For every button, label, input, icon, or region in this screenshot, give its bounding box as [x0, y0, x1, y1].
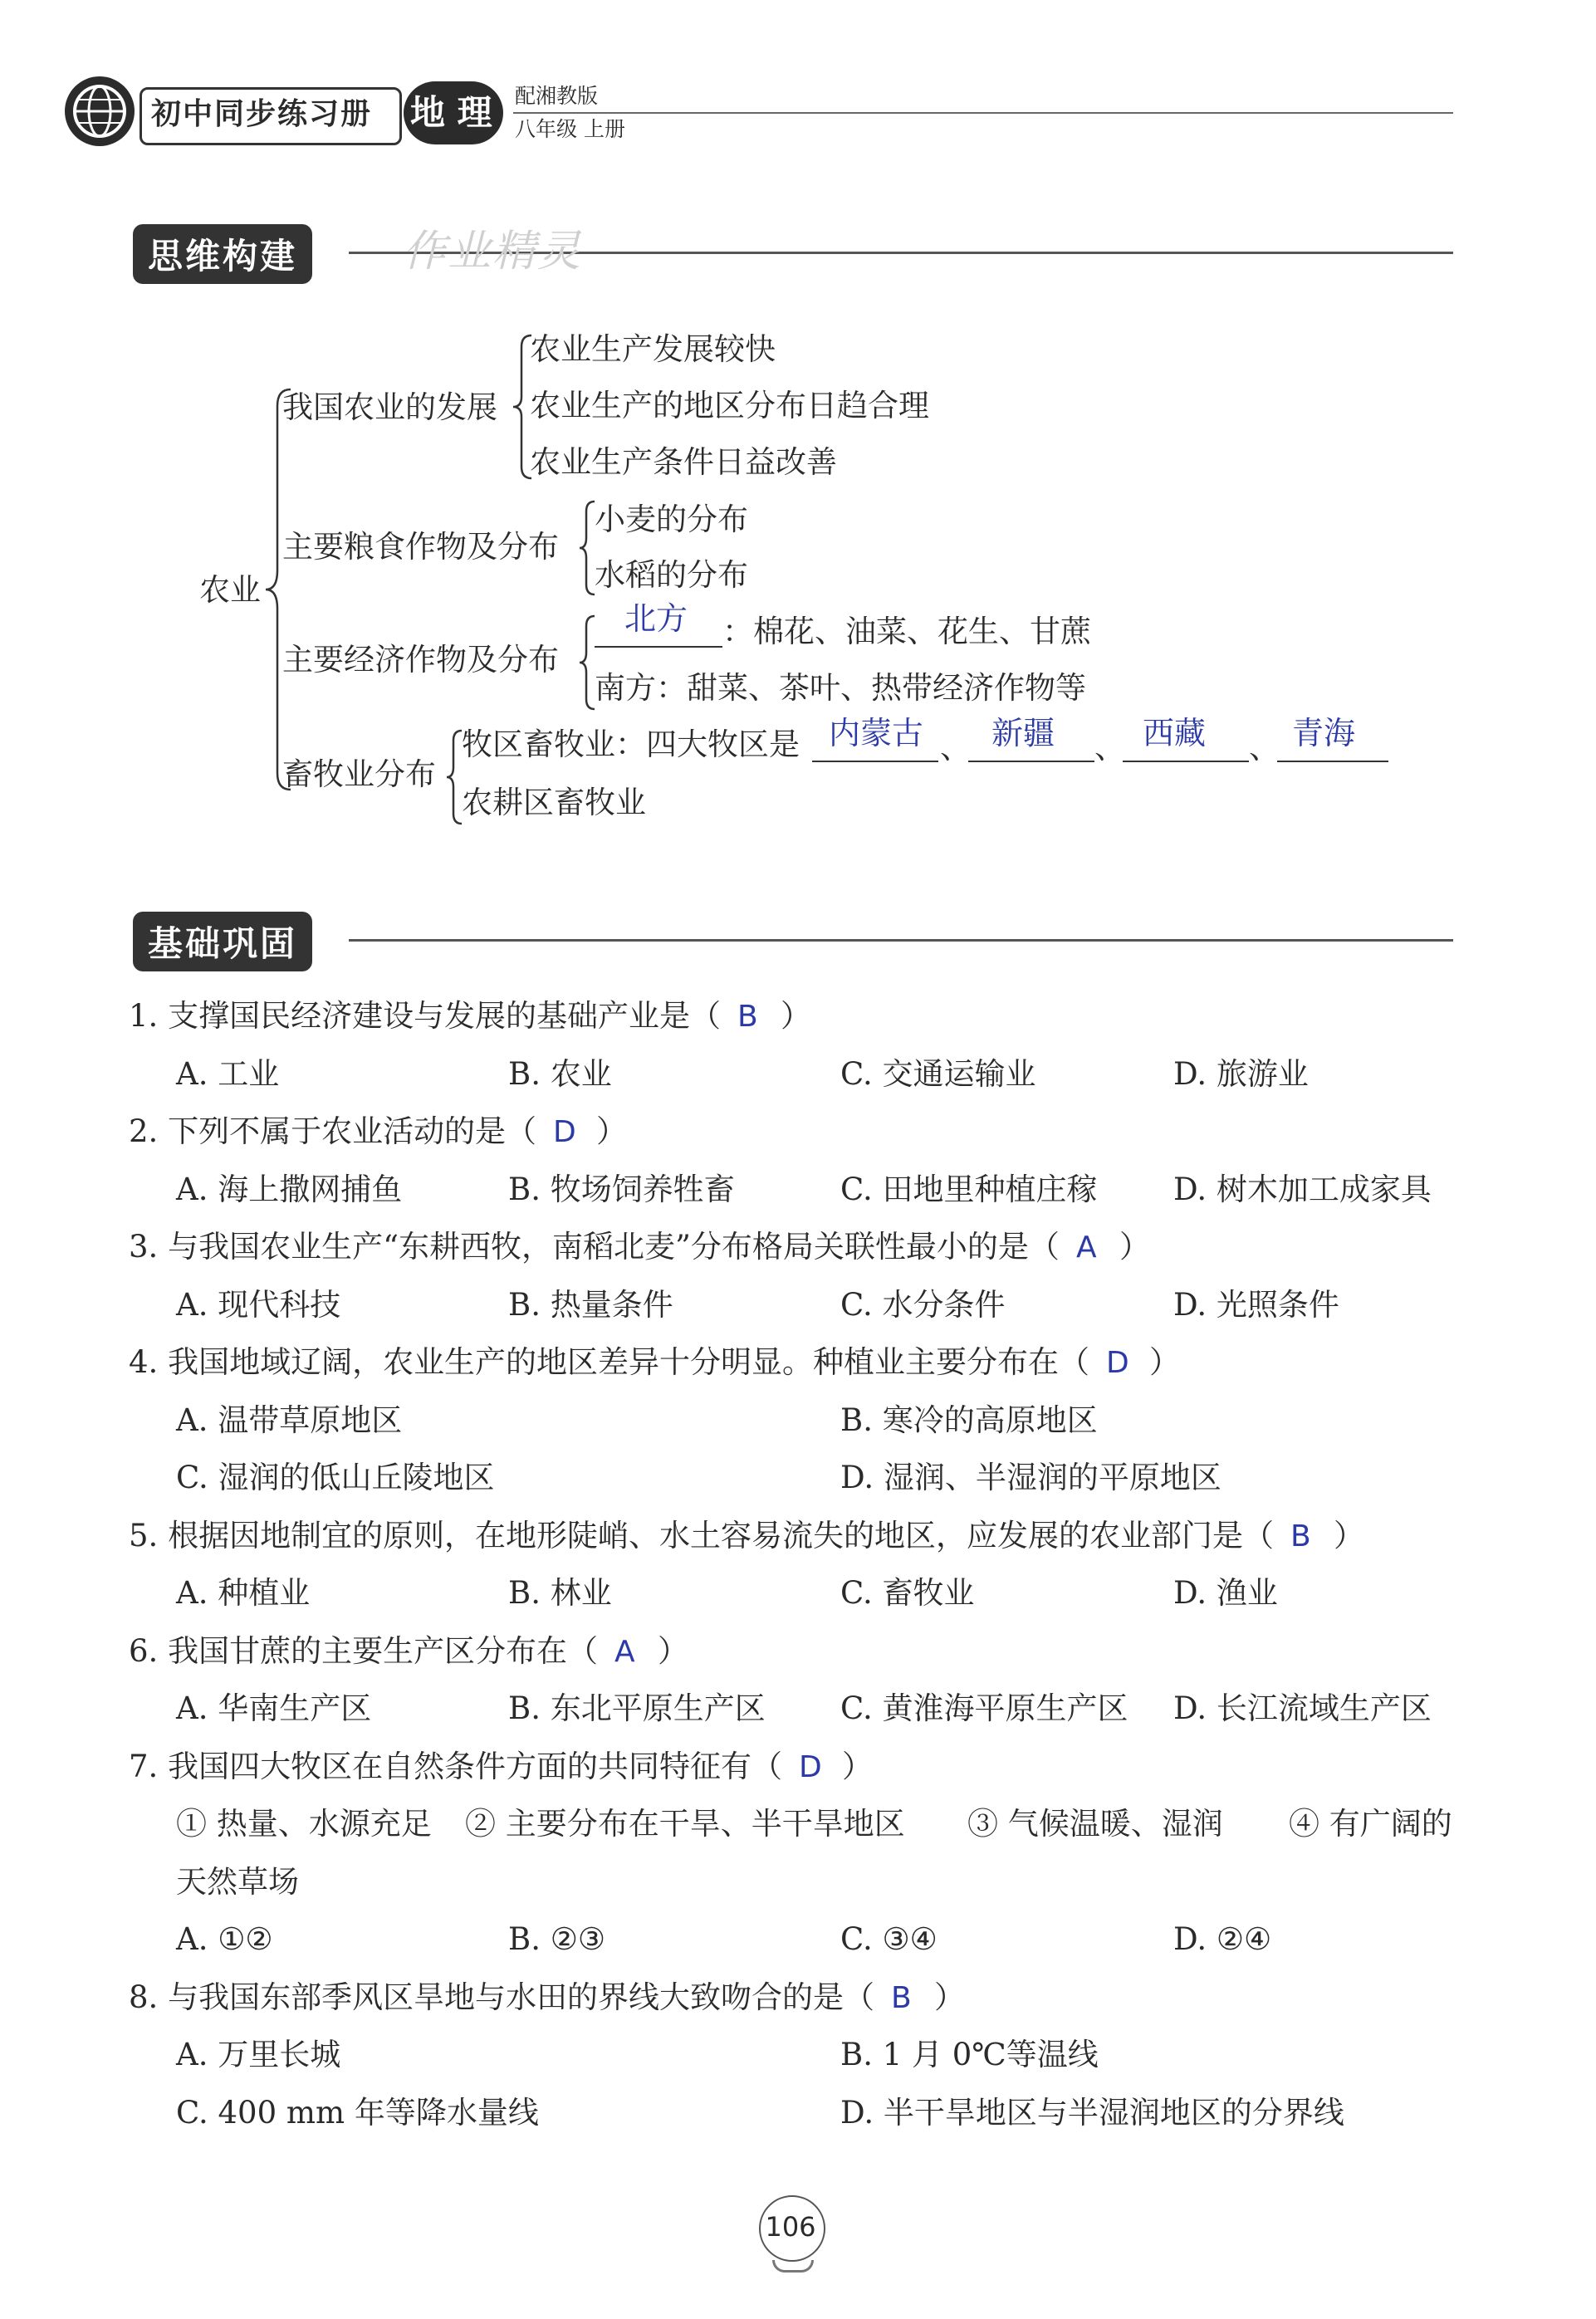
question-stem: 6. 我国甘蔗的主要生产区分布在（: [129, 1632, 599, 1669]
pastoral-answer: 新疆: [991, 715, 1055, 751]
answer-option: A. 温带草原地区: [176, 1402, 403, 1438]
grain-label: 主要粮食作物及分布: [282, 529, 559, 565]
cash-crops-label: 主要经济作物及分布: [282, 642, 559, 678]
answer-option: D. 半干旱地区与半湿润地区的分界线: [840, 2094, 1344, 2131]
grade-label: 八年级 上册: [515, 117, 625, 141]
answer-mark: B: [891, 1980, 912, 2015]
development-item: 农业生产的地区分布日趋合理: [530, 388, 929, 423]
pastoral-blank: [1123, 761, 1249, 762]
development-label: 我国农业的发展: [282, 389, 497, 425]
pastoral-blank: [812, 761, 938, 762]
answer-option: C. 田地里种植庄稼: [840, 1171, 1098, 1207]
north-crops: ：棉花、油菜、花生、甘蔗: [722, 614, 1091, 649]
pastoral-answer: 青海: [1292, 715, 1356, 751]
answer-mark: B: [1290, 1519, 1311, 1553]
logo-globe-icon: [65, 76, 135, 146]
answer-option: C. 畜牧业: [840, 1575, 975, 1611]
globe-stand-icon: [772, 2260, 814, 2273]
question-stem: 4. 我国地域辽阔，农业生产的地区差异十分明显。种植业主要分布在（: [129, 1344, 1090, 1380]
question-close: ）: [934, 1979, 965, 2015]
header-rule: [513, 112, 1453, 114]
answer-option: A. 海上撒网捕鱼: [176, 1171, 403, 1207]
answer-option: D. 长江流域生产区: [1173, 1690, 1432, 1726]
answer-option: C. 交通运输业: [840, 1055, 1036, 1092]
answer-option: D. 渔业: [1173, 1575, 1278, 1611]
separator: 、: [1249, 730, 1280, 766]
statement: ④ 有广阔的: [1289, 1806, 1452, 1842]
section-title-basic: 基础巩固: [133, 912, 312, 971]
question-close: ）: [596, 1113, 627, 1149]
answer-mark: A: [614, 1634, 635, 1669]
pastoral-answer: 西藏: [1143, 715, 1207, 751]
section-rule-basic: [349, 939, 1453, 942]
pastoral-blank: [968, 761, 1094, 762]
development-item: 农业生产发展较快: [530, 331, 776, 367]
question-close: ）: [1119, 1229, 1150, 1265]
page-number: 106: [765, 2211, 816, 2243]
question-stem: 1. 支撑国民经济建设与发展的基础产业是（: [129, 998, 722, 1034]
answer-option: C. 黄淮海平原生产区: [840, 1690, 1128, 1726]
separator: 、: [1094, 730, 1125, 766]
answer-option: D. 树木加工成家具: [1173, 1171, 1432, 1207]
statement-continued: 天然草场: [176, 1863, 299, 1900]
answer-option: A. 现代科技: [176, 1286, 341, 1323]
answer-option: B. 农业: [508, 1055, 612, 1092]
north-answer: 北方: [624, 600, 688, 637]
answer-mark: A: [1076, 1230, 1097, 1265]
watermark: 作业精灵: [403, 227, 583, 276]
pastoral-blank: [1277, 761, 1388, 762]
answer-option: D. ②④: [1173, 1921, 1272, 1957]
question-close: ）: [1334, 1517, 1364, 1553]
question-close: ）: [842, 1748, 873, 1784]
subject-title: 地 理: [410, 92, 492, 133]
south-crops: 南方：甜菜、茶叶、热带经济作物等: [595, 670, 1086, 706]
answer-option: B. ②③: [508, 1921, 606, 1957]
answer-option: C. ③④: [840, 1921, 938, 1957]
section-title-mindmap: 思维构建: [133, 224, 312, 284]
answer-option: D. 光照条件: [1173, 1286, 1339, 1323]
question-close: ）: [658, 1632, 688, 1669]
answer-option: B. 寒冷的高原地区: [840, 1402, 1098, 1438]
answer-option: B. 热量条件: [508, 1286, 673, 1323]
separator: 、: [940, 730, 971, 766]
answer-option: A. 工业: [176, 1055, 280, 1092]
north-blank: [595, 646, 722, 648]
answer-option: A. ①②: [176, 1921, 273, 1957]
question-close: ）: [781, 998, 811, 1034]
pastoral-answer: 内蒙古: [829, 715, 924, 751]
mindmap-root: 农业: [199, 572, 261, 608]
question-stem: 5. 根据因地制宜的原则，在地形陡峭、水土容易流失的地区，应发展的农业部门是（: [129, 1517, 1275, 1553]
edition-label: 配湘教版: [515, 84, 599, 108]
statement: ③ 气候温暖、湿润: [967, 1806, 1223, 1842]
answer-option: A. 万里长城: [176, 2037, 341, 2072]
grain-item: 小麦的分布: [595, 501, 748, 537]
answer-option: B. 林业: [508, 1575, 612, 1611]
answer-option: A. 华南生产区: [176, 1690, 372, 1726]
statement: ② 主要分布在干旱、半干旱地区: [465, 1806, 905, 1842]
answer-option: D. 湿润、半湿润的平原地区: [840, 1460, 1221, 1495]
answer-option: B. 牧场饲养牲畜: [508, 1171, 735, 1207]
grain-item: 水稻的分布: [595, 557, 748, 593]
answer-mark: D: [799, 1749, 822, 1784]
answer-option: B. 东北平原生产区: [508, 1690, 766, 1726]
development-item: 农业生产条件日益改善: [530, 444, 837, 480]
answer-mark: B: [737, 1000, 758, 1034]
answer-mark: D: [553, 1115, 576, 1149]
answer-option: A. 种植业: [176, 1575, 311, 1611]
statement: ① 热量、水源充足: [176, 1806, 432, 1842]
answer-option: C. 400 mm 年等降水量线: [176, 2094, 539, 2131]
pastoral-text: 牧区畜牧业：四大牧区是: [462, 727, 800, 762]
question-stem: 7. 我国四大牧区在自然条件方面的共同特征有（: [129, 1748, 783, 1784]
root-brace: [262, 386, 296, 793]
question-close: ）: [1149, 1344, 1180, 1380]
question-stem: 3. 与我国农业生产“东耕西牧，南稻北麦”分布格局关联性最小的是（: [129, 1229, 1060, 1265]
answer-option: C. 湿润的低山丘陵地区: [176, 1460, 495, 1495]
answer-option: B. 1 月 0℃等温线: [840, 2037, 1099, 2072]
answer-option: D. 旅游业: [1173, 1055, 1309, 1092]
question-stem: 2. 下列不属于农业活动的是（: [129, 1113, 537, 1149]
farming-livestock-text: 农耕区畜牧业: [462, 785, 646, 820]
question-stem: 8. 与我国东部季风区旱地与水田的界线大致吻合的是（: [129, 1979, 875, 2015]
series-title: 初中同步练习册: [151, 96, 373, 131]
answer-mark: D: [1106, 1346, 1129, 1380]
livestock-label: 畜牧业分布: [282, 756, 436, 792]
answer-option: C. 水分条件: [840, 1286, 1006, 1323]
